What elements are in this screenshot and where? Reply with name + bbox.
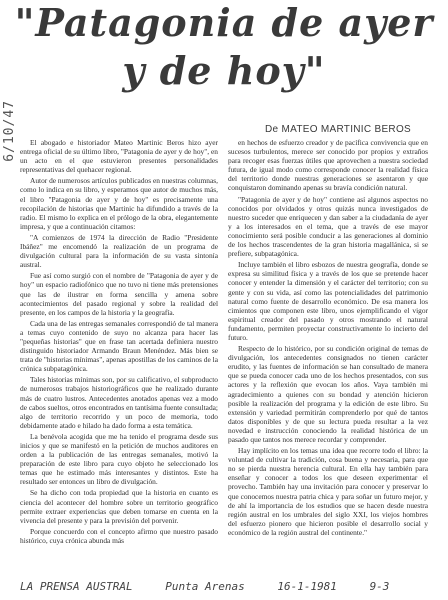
paragraph: Porque concuerdo con el concepto afirmo que nuestro pasado histórico, cuya crónica abunda más — [20, 526, 218, 545]
byline: De MATEO MARTINIC BEROS — [265, 124, 411, 135]
article-column-left — [20, 138, 218, 547]
paragraph: Incluye también el libro esbozos de nuestra geografía, donde se expresa su similitud física y a través de los que se pretende hacer conocer y entender la dimensión y el carácter del territorio; con su gente y con su vida, así como las potencialidades del patrimonio natural como fuente de desarrollo económico. De esa manera los cimientos que componen este libro, unos ejemplificando el vigor espiritual creador del pasado y otros mostrando el natural fundamento, permiten proyectar constructivamente lo incierto del futuro. — [228, 260, 428, 342]
handwritten-margin-note: 6/10/47 — [2, 100, 17, 162]
paragraph: Respecto de lo histórico, por su condición original de temas de divulgación, los antecedentes consignados no tienen carácter erudito, y las fuentes de información se han consultado de manera que se pueda conocer cada uno de los hechos presentados, con sus actores y la reflexión que evocan los años. Vaya también mi agradecimiento a quienes con su bondad y atención hicieron posible la realización del programa y la edición de este libro. Su extensión y variedad permitirán comprenderlo por qué de tantos datos disponibles y de que su lectura pueda resultar a la vez novedad e instrucción conociendo la realidad histórica de un pasado que tantos nos merece recordar y comprender. — [228, 344, 428, 444]
headline-line-2: y de hoy" — [122, 48, 326, 93]
paragraph: Cada una de las entregas semanales correspondió de tal manera a temas cuyo contenido de suyo no alcanza para hacer las "pequeñas historias" que en frase tan acertada definiera nuestro distinguido historiador Armando Braun Menéndez. Más bien se trata de "historias mínimas", apenas apostillas de los caminos de la crónica subpatagónica. — [20, 318, 218, 374]
source-name: LA PRENSA AUSTRAL — [20, 580, 133, 593]
paragraph: en hechos de esfuerzo creador y de pacífica convivencia que en sucesos turbulentos, merece ser conocido por propios y extraños para recoger esas fuerzas útiles que aprovechen a nuestra sociedad futura, de igual modo como corresponde conocer la realidad física del territorio donde nuestras generaciones se asentaron y que conquistaron dominando apenas su bravía condición natural. — [228, 138, 428, 193]
paragraph: Tales historias mínimas son, por su calificativo, el subproducto de numerosos trabajos historiográficos que he realizado durante más de cuatro lustros. Antecedentes anotados apenas vez a modo de cabos sueltos, otros encontrados en tantísima fuente consultada; algo de territorio recorrido y un poco de memoria, todo debidamente atado e hilado ha dado forma a esta temática. — [20, 375, 218, 430]
headline-line-1: "Patagonia de ayer — [14, 0, 434, 45]
source-date: 16-1-1981 — [277, 580, 337, 593]
article-column-right — [228, 138, 428, 539]
paragraph: Se ha dicho con toda propiedad que la historia en cuanto es ciencia del acontecer del hombre sobre un territorio geográfico permite extraer experiencias que deben tomarse en cuenta en la vivencia del presente y para la previsión del porvenir. — [20, 488, 218, 525]
paragraph: Fue así como surgió con el nombre de "Patagonia de ayer y de hoy" un espacio radiofónico que no tuvo ni tiene más pretensiones que las de ilustrar en forma sencilla y amena sobre acontecimientos del pasado regional y sobre la realidad del presente, en los campos de la historia y la geografía. — [20, 271, 218, 317]
paragraph: Autor de numerosos artículos publicados en nuestras columnas, como lo indica en su libro, y esperamos que autor de muchos más, el libro "Patagonia de ayer y de hoy" es precisamente una recopilación de historias que Martinic ha difundido a través de la radio. El mismo lo explica en el prólogo de la obra, elegantemente impresa, y que a continuación citamos: — [20, 176, 219, 231]
paragraph: Hay implícito en los temas una idea que recorre todo el libro: la voluntad de cultivar la tradición, cosa buena y necesaria, para que no se pierda nuestra herencia cultural. En ella hay también para enseñar y conocer a todos los que deseen experimentar el provecho. También hay una invitación para conocer y preservar lo que conocemos nuestra patria chica y para soñar un futuro mejor, y de ahí la importancia de los estudios que se hacen desde nuestra región austral en los umbrales del siglo XXI, los viejos hombres del esfuerzo pionero que hicieron posible el desarrollo social y económico de la región austral del continente." — [228, 446, 428, 537]
handwritten-source-note — [20, 580, 440, 593]
paragraph: La benévola acogida que me ha tenido el programa desde sus inicios y que se manifestó en la petición de muchos auditores en orden a la publicación de las entregas semanales, motivó la preparación de este libro para cuyo objeto he seleccionado los temas que he estimado más interesantes y distintos. Este ha resultado ser entonces un libro de divulgación. — [20, 431, 218, 487]
paragraph: El abogado e historiador Mateo Martinic Beros hizo ayer entrega oficial de su último libro, "Patagonia de ayer y de hoy", en un acto en el que estuvieron presentes personalidades representativas del quehacer regional. — [20, 138, 218, 175]
paragraph: "A comienzos de 1974 la dirección de Radio "Presidente Ibáñez" me encomendó la realización de un programa de divulgación cultural para la información de su vasta sintonía austral. — [20, 232, 218, 270]
paragraph: "Patagonia de ayer y de hoy" contiene así algunos aspectos no conocidos por olvidados y otros quizás nunca investigados de nuestro suceder que enriquecen y dan saber a la ciudadanía de ayer y a los interesados en el tema, que a través de ese mayor conocimiento será posible conducir a las generaciones al dominio de los hechos trascendentes de la gran historia magallánica, si se prefiere, subpatagónica. — [228, 194, 428, 259]
source-page: 9-3 — [369, 580, 390, 593]
source-place: Punta Arenas — [165, 580, 245, 593]
